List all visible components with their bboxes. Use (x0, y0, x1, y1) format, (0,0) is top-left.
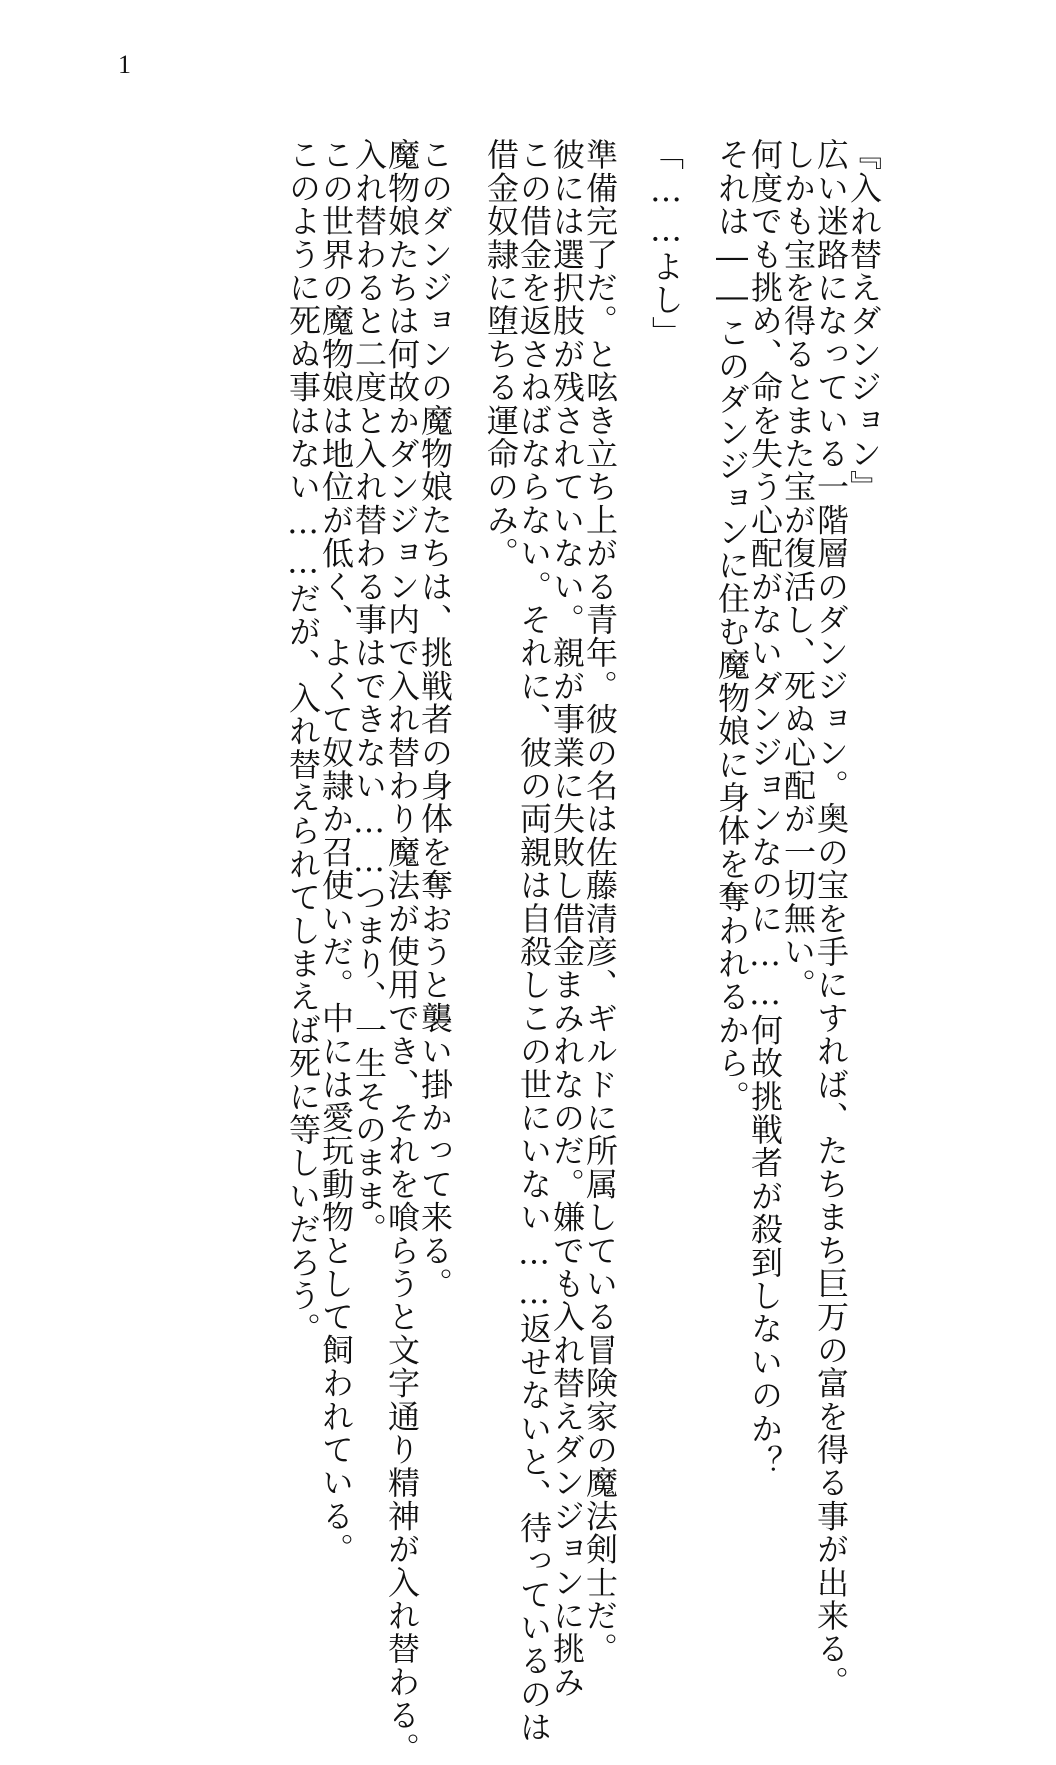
line-3: しかも宝を得るとまた宝が復活し、死ぬ心配が一切無い。 (779, 138, 817, 1002)
line-14: このダンジョンの魔物娘たちは、挑戦者の身体を奪おうと襲い掛かって来る。 (416, 138, 454, 1300)
line-15: 魔物娘たちは何故かダンジョン内で入れ替わり魔法が使用でき、それを喰らうと文字通り精神が入れ替わる。 (383, 138, 421, 1765)
line-12: 借金奴隷に堕ちる運命のみ。 (482, 138, 520, 570)
line-18: このように死ぬ事はない……だが、入れ替えられてしまえば死に等しいだろう。 (284, 138, 322, 1346)
page-number: 1 (118, 50, 131, 79)
line-title: 『入れ替えダンジョン』 (845, 138, 883, 504)
blank-line (451, 138, 484, 1378)
line-2: 広い迷路になっている一階層のダンジョン。奥の宝を手にすれば、たちまち巨万の富を得る事が出来る。 (812, 138, 850, 1699)
blank-line (682, 138, 715, 1378)
line-11: この借金を返さねばならない。それに、彼の両親は自殺しこの世にいない……返せないと、待っているのは (515, 138, 553, 1744)
line-5: それは――このダンジョンに住む魔物娘に身体を奪われるから。 (713, 138, 751, 1113)
line-16: 入れ替わると二度と入れ替わる事はできない……つまり、一生そのまま。 (350, 138, 388, 1246)
line-17: この世界の魔物娘は地位が低く、よくて奴隷か召使いだ。中には愛玩動物として飼われている。 (317, 138, 355, 1566)
line-9: 準備完了だ。と呟き立ち上がる青年。彼の名は佐藤清彦、ギルドに所属している冒険家の魔法剣士だ。 (581, 138, 619, 1666)
line-dialogue: 「……よし」 (647, 138, 685, 350)
vertical-text-body (284, 138, 883, 1765)
line-4: 何度でも挑め、命を失う心配がないダンジョンなのに……何故挑戦者が殺到しないのか？ (746, 138, 784, 1478)
blank-line (616, 138, 649, 1378)
line-10: 彼には選択肢が残されていない。親が事業に失敗し借金まみれなのだ。嫌でも入れ替えダンジョンに挑み (548, 138, 586, 1699)
